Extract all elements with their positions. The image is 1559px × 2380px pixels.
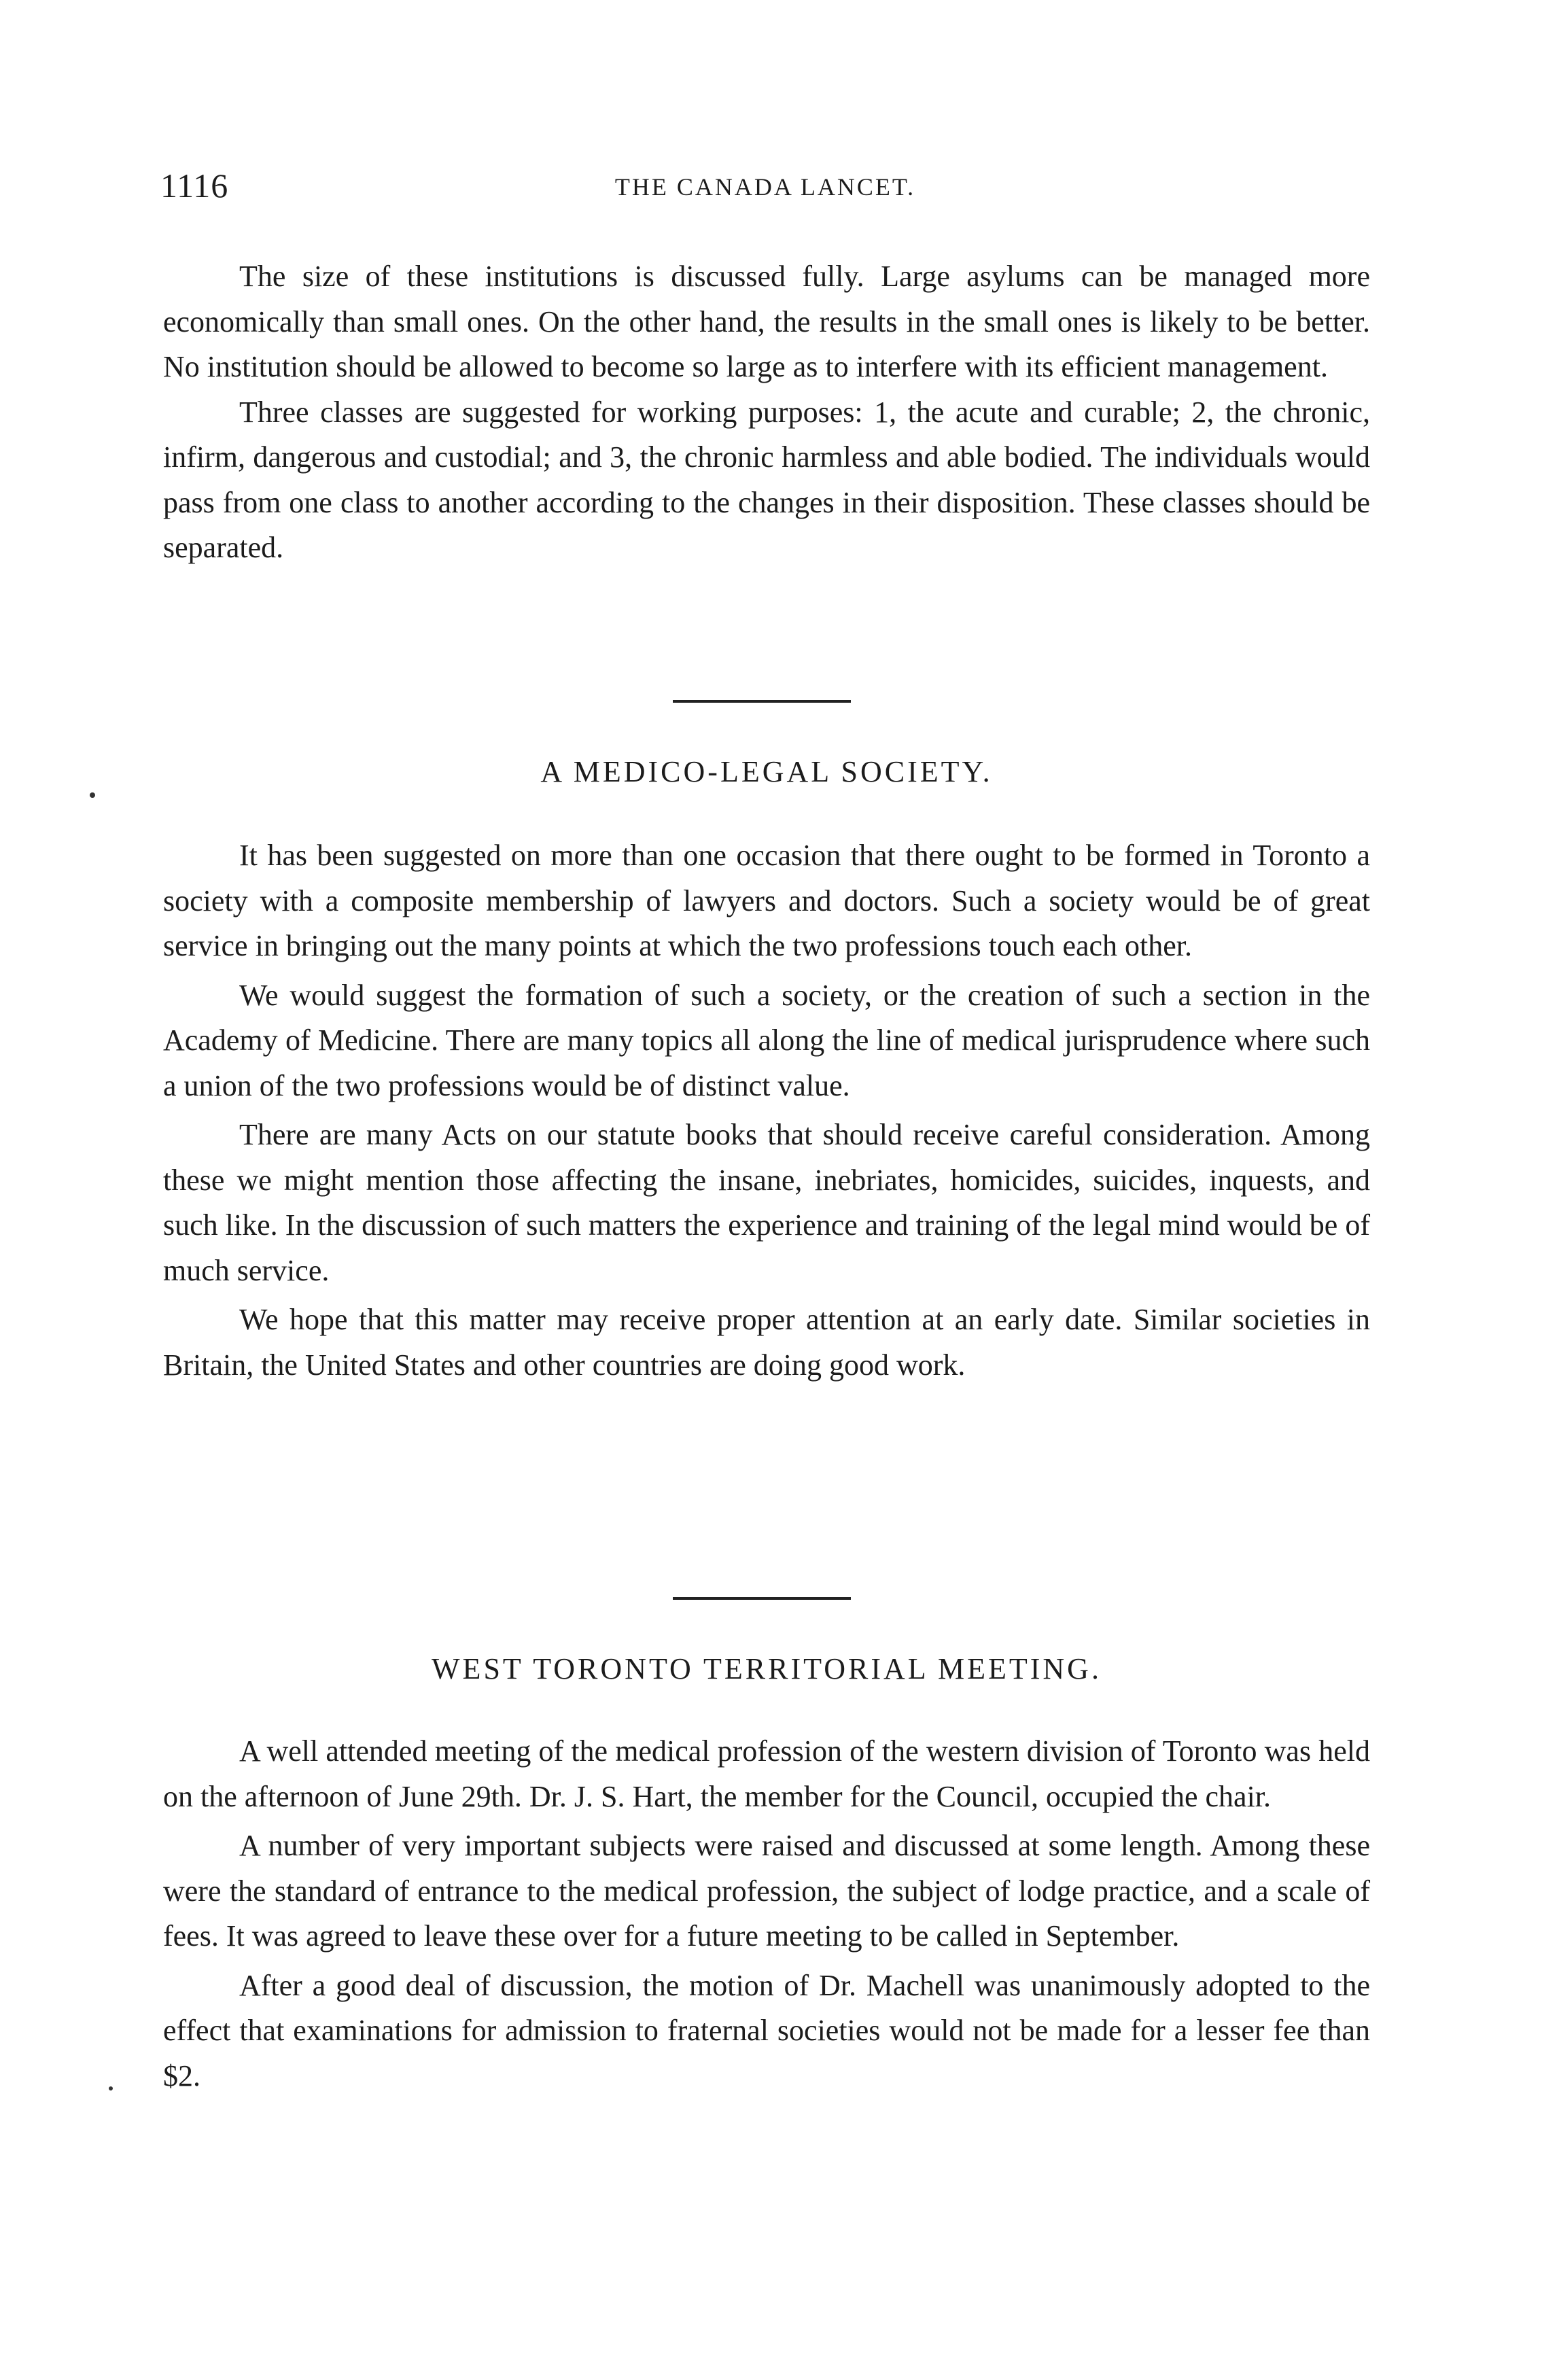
article-medico-legal-society (163, 833, 1370, 1392)
paragraph: A number of very important subjects were raised and discussed at some length. Among these were the standard of entrance to the medical profession, the subject of lodge practice, and a scale of fees. It was agreed to leave these over for a future meeting to be called in September. (163, 1829, 1370, 1953)
journal-title: THE CANADA LANCET. (614, 173, 916, 200)
page-number: 1116 (160, 167, 229, 205)
margin-speck (109, 2086, 113, 2090)
paragraph: The size of these institutions is discussed fully. Large asylums can be managed more economically than small ones. On the other hand, the results in the small ones is likely to be better. No institution should be allowed to become so large as to interfere with its efficient management. (163, 260, 1370, 383)
article-west-toronto-meeting (163, 1729, 1370, 2103)
paragraph: Three classes are suggested for working purposes: 1, the acute and curable; 2, the chronic, infirm, dangerous and custodial; and 3, the chronic harmless and able bodied. The individuals would pass from one class to another according to the changes in their disposition. These classes should be separated. (163, 395, 1370, 564)
margin-speck (90, 792, 95, 798)
article-heading-west-toronto: WEST TORONTO TERRITORIAL MEETING. (432, 1652, 1102, 1685)
paragraph: We hope that this matter may receive proper attention at an early date. Similar societies in Britain, the United States and other countries are doing good work. (163, 1303, 1370, 1382)
section-divider (673, 700, 851, 703)
paragraph: We would suggest the formation of such a society, or the creation of such a section in the Academy of Medicine. There are many topics all along the line of medical jurisprudence where such a union of the two professions would be of distinct value. (163, 978, 1370, 1102)
paragraph: There are many Acts on our statute books that should receive careful consideration. Among these we might mention those affecting the insane, inebriates, homicides, suicides, inquests, and such like. In the discussion of such matters the experience and training of the legal mind would be of much service. (163, 1118, 1370, 1287)
paragraph: After a good deal of discussion, the motion of Dr. Machell was unanimously adopted to the effect that examinations for admission to fraternal societies would not be made for a lesser fee than $2. (163, 1968, 1370, 2093)
running-head (160, 166, 1370, 213)
paragraph: A well attended meeting of the medical profession of the western division of Toronto was held on the afternoon of June 29th. Dr. J. S. Hart, the member for the Council, occupied the chair. (163, 1734, 1370, 1813)
article-asylums (163, 254, 1370, 571)
article-heading-medico-legal: A MEDICO-LEGAL SOCIETY. (540, 755, 993, 788)
section-divider (673, 1597, 851, 1600)
paragraph: It has been suggested on more than one occasion that there ought to be formed in Toronto a society with a composite membership of lawyers and doctors. Such a society would be of great service in bringing out the many points at which the two professions touch each other. (163, 839, 1370, 962)
